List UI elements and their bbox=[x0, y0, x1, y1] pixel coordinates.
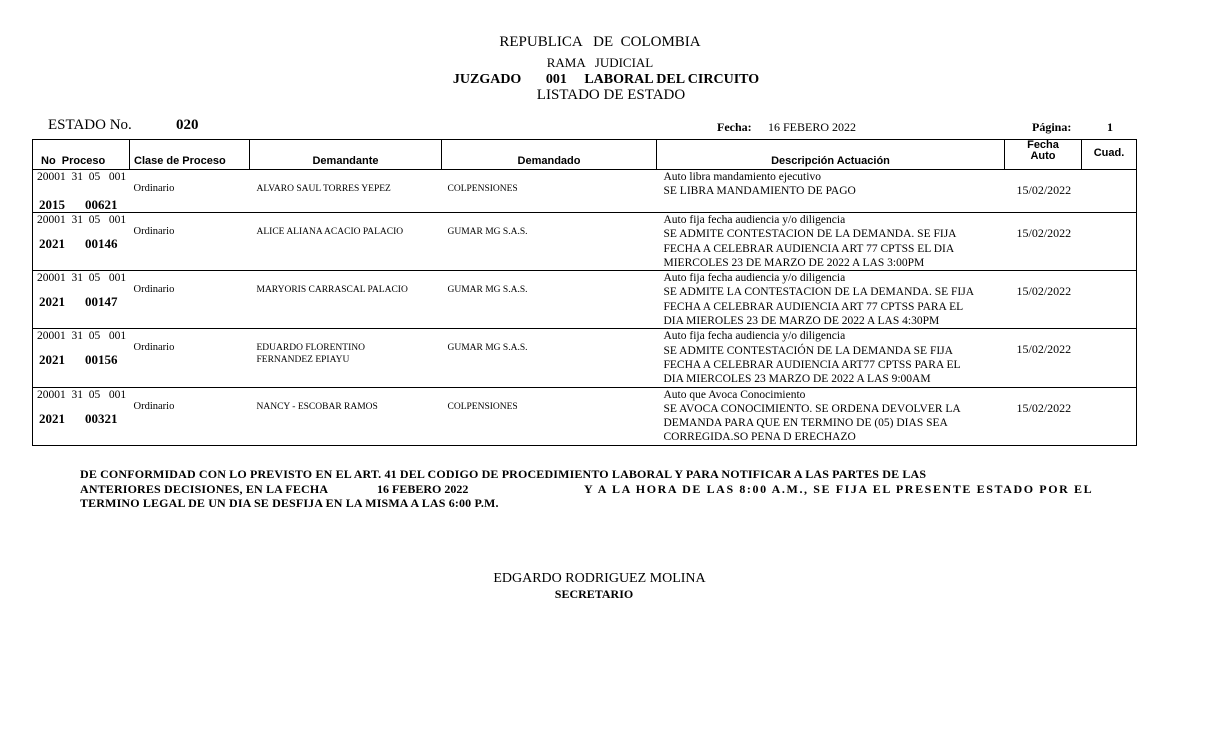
descripcion-line: Auto libra mandamiento ejecutivo bbox=[663, 171, 821, 183]
proceso-year: 2021 bbox=[39, 294, 65, 310]
demandante-line: NANCY - ESCOBAR RAMOS bbox=[256, 401, 378, 412]
descripcion-line: Auto fija fecha audiencia y/o diligencia bbox=[663, 272, 846, 285]
cell-no-proceso bbox=[33, 213, 130, 271]
cell-clase bbox=[130, 170, 250, 213]
clase-value: Ordinario bbox=[133, 400, 175, 412]
table-row bbox=[33, 271, 1137, 329]
proceso-number bbox=[33, 343, 130, 367]
cell-demandante bbox=[250, 170, 442, 213]
cell-fecha-auto bbox=[1005, 329, 1082, 387]
pagina-label: Página: bbox=[1032, 120, 1072, 134]
demandante-value bbox=[250, 388, 442, 413]
demandado-value: GUMAR MG S.A.S. bbox=[447, 285, 528, 296]
descripcion-line: Auto fija fecha audiencia y/o diligencia bbox=[663, 214, 846, 226]
table-row bbox=[33, 213, 1137, 271]
table-row bbox=[33, 170, 1137, 213]
demandante-value bbox=[250, 170, 442, 195]
descripcion-line: DEMANDA PARA QUE EN TERMINO DE (05) DIAS SEA bbox=[663, 417, 948, 430]
col-header-fecha-auto bbox=[1005, 140, 1082, 170]
col-header-clase: Clase de Proceso bbox=[130, 140, 250, 170]
notice-line-3: TERMINO LEGAL DE UN DIA SE DESFIJA EN LA MISMA A LAS 6:00 P.M. bbox=[80, 496, 499, 510]
proceso-year: 2021 bbox=[39, 410, 65, 426]
pagina-value: 1 bbox=[1107, 120, 1113, 134]
cell-descripcion bbox=[657, 271, 1005, 329]
table-row bbox=[33, 387, 1137, 445]
cell-demandante bbox=[250, 271, 442, 329]
cell-no-proceso bbox=[33, 271, 130, 329]
fecha-auto-value: 15/02/2022 bbox=[1016, 284, 1072, 299]
demandado-value: GUMAR MG S.A.S. bbox=[447, 343, 528, 354]
fecha-auto-value: 15/02/2022 bbox=[1016, 342, 1072, 357]
descripcion-line: CORREGIDA.SO PENA D ERECHAZO bbox=[663, 431, 856, 444]
proceso-consecutivo: 00156 bbox=[85, 352, 118, 368]
proceso-number bbox=[33, 402, 130, 426]
demandante-line: FERNANDEZ EPIAYU bbox=[256, 355, 350, 366]
table-body bbox=[33, 170, 1137, 446]
descripcion-line: MIERCOLES 23 DE MARZO DE 2022 A LAS 3:00PM bbox=[663, 256, 925, 269]
demandante-value bbox=[250, 271, 442, 296]
descripcion-line: SE ADMITE CONTESTACION DE LA DEMANDA. SE FIJA bbox=[663, 228, 957, 241]
descripcion-line: FECHA A CELEBRAR AUDIENCIA ART77 CPTSS PARA EL bbox=[663, 358, 961, 371]
fecha-auto-value: 15/02/2022 bbox=[1016, 226, 1072, 240]
descripcion-line: DIA MIERCOLES 23 MARZO DE 2022 A LAS 9:00AM bbox=[663, 373, 931, 386]
descripcion-value bbox=[657, 213, 1005, 270]
demandante-value bbox=[250, 329, 442, 366]
cell-demandante bbox=[250, 387, 442, 445]
cell-demandante bbox=[250, 213, 442, 271]
header-juzgado: JUZGADO 001 LABORAL DEL CIRCUITO bbox=[452, 72, 760, 87]
cell-clase bbox=[130, 271, 250, 329]
radicado-prefix: 20001 31 05 001 bbox=[37, 272, 127, 285]
col-header-no-proceso: No Proceso bbox=[33, 140, 130, 170]
cell-clase bbox=[130, 213, 250, 271]
cell-fecha-auto bbox=[1005, 387, 1082, 445]
proceso-consecutivo: 00321 bbox=[85, 410, 118, 426]
proceso-number bbox=[33, 285, 130, 309]
cell-fecha-auto bbox=[1005, 170, 1082, 213]
estado-label: ESTADO No. bbox=[48, 117, 132, 133]
cell-cuad bbox=[1082, 387, 1137, 445]
proceso-year: 2021 bbox=[39, 236, 65, 251]
cell-demandado bbox=[442, 271, 657, 329]
cell-descripcion bbox=[657, 170, 1005, 213]
descripcion-value bbox=[657, 170, 1005, 199]
notice-line-1: DE CONFORMIDAD CON LO PREVISTO EN EL ART. 41 DEL CODIGO DE PROCEDIMIENTO LABORAL Y PARA NOTIFICAR A LAS PARTES DE LAS bbox=[80, 467, 927, 481]
descripcion-line: SE LIBRA MANDAMIENTO DE PAGO bbox=[663, 185, 856, 198]
signature-name: EDGARDO RODRIGUEZ MOLINA bbox=[493, 571, 706, 586]
notice-line-2b: Y A LA HORA DE LAS 8:00 A.M., SE FIJA EL PRESENTE ESTADO POR EL bbox=[584, 482, 1094, 496]
cell-clase bbox=[130, 329, 250, 387]
header-rama-judicial: RAMA JUDICIAL bbox=[546, 55, 654, 70]
cell-cuad bbox=[1082, 170, 1137, 213]
notice-date: 16 FEBERO 2022 bbox=[377, 482, 469, 496]
descripcion-line: Auto que Avoca Conocimiento bbox=[663, 388, 806, 401]
notice-line-2a: ANTERIORES DECISIONES, EN LA FECHA bbox=[80, 482, 329, 496]
table-row bbox=[33, 329, 1137, 387]
cell-demandado bbox=[442, 213, 657, 271]
col-header-demandante: Demandante bbox=[250, 140, 442, 170]
demandante-line: ALVARO SAUL TORRES YEPEZ bbox=[256, 184, 391, 194]
demandado-value: COLPENSIONES bbox=[447, 401, 518, 412]
radicado-prefix: 20001 31 05 001 bbox=[37, 171, 127, 183]
proceso-number bbox=[33, 227, 130, 251]
demandante-line: MARYORIS CARRASCAL PALACIO bbox=[256, 285, 408, 296]
col-header-fecha-auto-line2: Auto bbox=[1030, 150, 1056, 162]
col-header-fecha-auto-line1: Fecha bbox=[1027, 139, 1059, 151]
clase-value: Ordinario bbox=[133, 284, 175, 296]
proceso-year: 2021 bbox=[39, 352, 65, 368]
descripcion-line: SE AVOCA CONOCIMIENTO. SE ORDENA DEVOLVER LA bbox=[663, 402, 961, 415]
cell-no-proceso bbox=[33, 387, 130, 445]
proceso-consecutivo: 00147 bbox=[85, 294, 118, 310]
descripcion-line: SE ADMITE CONTESTACIÓN DE LA DEMANDA SE FIJA bbox=[663, 344, 953, 357]
cell-descripcion bbox=[657, 329, 1005, 387]
cell-demandado bbox=[442, 329, 657, 387]
radicado-prefix: 20001 31 05 001 bbox=[37, 388, 127, 401]
estado-number: 020 bbox=[176, 117, 199, 133]
header-listado: LISTADO DE ESTADO bbox=[536, 87, 686, 103]
estado-table bbox=[32, 139, 1137, 446]
radicado-prefix: 20001 31 05 001 bbox=[37, 214, 127, 226]
fecha-label: Fecha: bbox=[717, 120, 752, 134]
descripcion-line: FECHA A CELEBRAR AUDIENCIA ART 77 CPTSS PARA EL bbox=[663, 300, 964, 313]
descripcion-value bbox=[657, 271, 1005, 328]
clase-value: Ordinario bbox=[133, 342, 175, 354]
col-header-cuad: Cuad. bbox=[1082, 140, 1137, 170]
radicado-prefix: 20001 31 05 001 bbox=[37, 330, 127, 343]
cell-fecha-auto bbox=[1005, 271, 1082, 329]
cell-clase bbox=[130, 387, 250, 445]
proceso-year: 2015 bbox=[39, 197, 65, 212]
fecha-auto-value: 15/02/2022 bbox=[1016, 183, 1072, 197]
cell-demandante bbox=[250, 329, 442, 387]
proceso-number bbox=[33, 184, 130, 212]
descripcion-value bbox=[657, 388, 1005, 445]
cell-cuad bbox=[1082, 271, 1137, 329]
proceso-consecutivo: 00146 bbox=[85, 236, 118, 251]
demandado-value: COLPENSIONES bbox=[447, 184, 518, 194]
cell-no-proceso bbox=[33, 170, 130, 213]
demandante-line: ALICE ALIANA ACACIO PALACIO bbox=[256, 227, 404, 237]
demandante-line: EDUARDO FLORENTINO bbox=[256, 343, 365, 354]
descripcion-value bbox=[657, 329, 1005, 386]
fecha-auto-value: 15/02/2022 bbox=[1016, 400, 1072, 415]
signature-title: SECRETARIO bbox=[554, 587, 634, 601]
cell-no-proceso bbox=[33, 329, 130, 387]
col-header-demandado: Demandado bbox=[442, 140, 657, 170]
descripcion-line: FECHA A CELEBRAR AUDIENCIA ART 77 CPTSS EL DIA bbox=[663, 242, 955, 255]
header-republica: REPUBLICA DE COLOMBIA bbox=[499, 34, 701, 50]
fecha-value: 16 FEBERO 2022 bbox=[768, 120, 857, 134]
cell-descripcion bbox=[657, 213, 1005, 271]
col-header-descripcion: Descripción Actuación bbox=[657, 140, 1005, 170]
demandado-value: GUMAR MG S.A.S. bbox=[447, 227, 528, 237]
cell-fecha-auto bbox=[1005, 213, 1082, 271]
clase-value: Ordinario bbox=[133, 226, 175, 237]
demandante-value bbox=[250, 213, 442, 238]
cell-demandado bbox=[442, 387, 657, 445]
descripcion-line: DIA MIEROLES 23 DE MARZO DE 2022 A LAS 4:30PM bbox=[663, 315, 940, 328]
clase-value: Ordinario bbox=[133, 183, 175, 194]
cell-demandado bbox=[442, 170, 657, 213]
descripcion-line: SE ADMITE LA CONTESTACION DE LA DEMANDA. SE FIJA bbox=[663, 286, 975, 299]
cell-cuad bbox=[1082, 329, 1137, 387]
descripcion-line: Auto fija fecha audiencia y/o diligencia bbox=[663, 330, 846, 343]
cell-descripcion bbox=[657, 387, 1005, 445]
proceso-consecutivo: 00621 bbox=[85, 197, 118, 212]
cell-cuad bbox=[1082, 213, 1137, 271]
table-header-row bbox=[33, 140, 1137, 170]
